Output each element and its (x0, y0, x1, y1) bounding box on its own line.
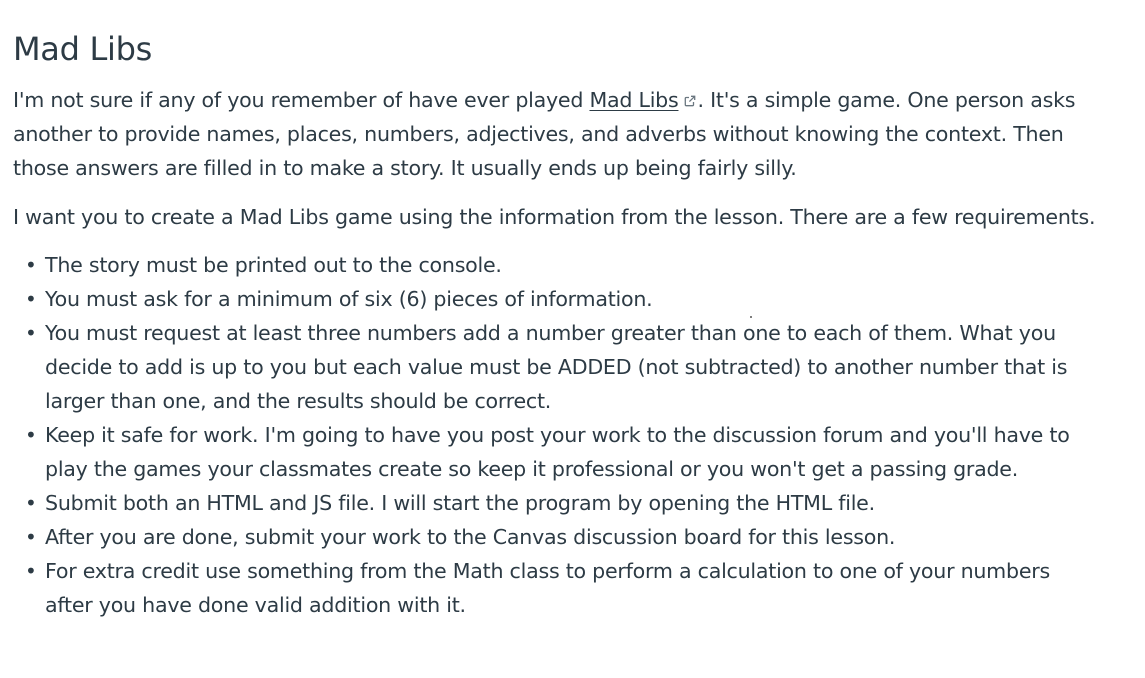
bullet-icon: • (25, 559, 37, 583)
list-item-text: Keep it safe for work. I'm going to have you post your work to the discussion forum and you'll have to play the games your classmates create so keep it professional or you won't get a passing grade. (45, 423, 1070, 481)
list-item (25, 316, 1113, 418)
list-item (25, 248, 1113, 282)
stray-dot-mark (750, 316, 752, 318)
list-item-text: The story must be printed out to the console. (45, 253, 502, 277)
requirements-intro: I want you to create a Mad Libs game using the information from the lesson. There are a few requirements. (13, 205, 1096, 229)
assignment-content (13, 0, 1113, 622)
bullet-icon: • (25, 423, 37, 447)
list-item (25, 282, 1113, 316)
intro-text-after-link: . It's a simple game. One person asks another to provide names, places, numbers, adjectives, and adverbs without knowing the context. Then those answers are filled in to make a story. It usually ends up being fairly silly. (13, 88, 1076, 180)
bullet-icon: • (25, 525, 37, 549)
list-item-text: After you are done, submit your work to the Canvas discussion board for this lesson. (45, 525, 896, 549)
requirements-list (13, 248, 1113, 622)
intro-paragraph (13, 83, 1113, 185)
bullet-icon: • (25, 287, 37, 311)
list-item (25, 554, 1113, 622)
mad-libs-link[interactable]: Mad Libs (589, 88, 679, 112)
bullet-icon: • (25, 253, 37, 277)
page-title: Mad Libs (13, 30, 153, 68)
list-item (25, 418, 1113, 486)
list-item-text: You must ask for a minimum of six (6) pieces of information. (45, 287, 653, 311)
bullet-icon: • (25, 321, 37, 345)
list-item (25, 520, 1113, 554)
list-item-text: For extra credit use something from the Math class to perform a calculation to one of your numbers after you have done valid addition with it. (45, 559, 1050, 617)
bullet-icon: • (25, 491, 37, 515)
external-link-icon[interactable] (683, 84, 697, 98)
intro-text-before-link: I'm not sure if any of you remember of have ever played (13, 88, 590, 112)
list-item-text: Submit both an HTML and JS file. I will start the program by opening the HTML file. (45, 491, 875, 515)
list-item (25, 486, 1113, 520)
list-item-text: You must request at least three numbers add a number greater than one to each of them. What you decide to add is up to you but each value must be ADDED (not subtracted) to another number that is larger than one, and the results should be correct. (45, 321, 1068, 413)
